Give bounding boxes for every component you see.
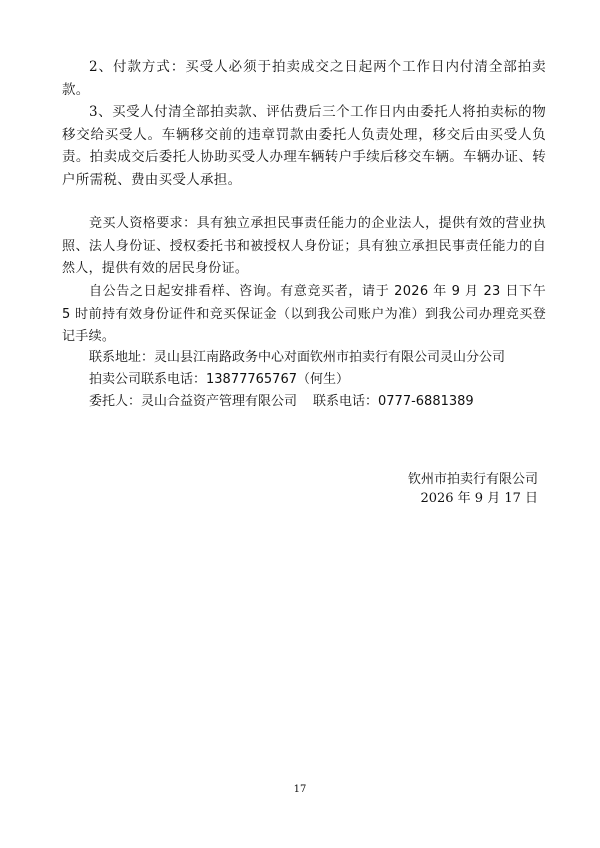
client-name: 委托人：灵山合益资产管理有限公司 — [89, 394, 298, 409]
auction-company-phone: 拍卖公司联系电话：13877765767（何生） — [89, 372, 349, 387]
registration-paragraph: 自公告之日起安排看样、咨询。有意竞买者，请于 2026 年 9 月 23 日下午 5 时前持有效身份证件和竞买保证金（以到我公司账户为准）到我公司办理竞买登记手续。 — [62, 284, 546, 344]
delivery-terms-paragraph: 3、买受人付清全部拍卖款、评估费后三个工作日内由委托人将拍卖标的物移交给买受人。车辆移交前的违章罚款由委托人负责处理，移交后由买受人负责。拍卖成交后委托人协助买受人办理车辆转户手续后移交车辆。车辆办证、转户所需税、费由买受人承担。 — [62, 104, 546, 188]
page-number: 17 — [293, 784, 307, 795]
bidder-qualification-paragraph: 竞买人资格要求：具有独立承担民事责任能力的企业法人，提供有效的营业执照、法人身份证、授权委托书和被授权人身份证；具有独立承担民事责任能力的自然人，提供有效的居民身份证。 — [62, 216, 546, 276]
payment-terms-paragraph: 2、付款方式：买受人必须于拍卖成交之日起两个工作日内付清全部拍卖款。 — [62, 59, 546, 98]
signature-company: 钦州市拍卖行有限公司 — [407, 472, 538, 487]
client-phone: 联系电话：0777-6881389 — [313, 394, 474, 409]
client-contact-line — [89, 391, 474, 413]
signature-date: 2026 年 9 月 17 日 — [420, 491, 538, 506]
contact-address: 联系地址：灵山县江南路政务中心对面钦州市拍卖行有限公司灵山分公司 — [89, 350, 506, 365]
